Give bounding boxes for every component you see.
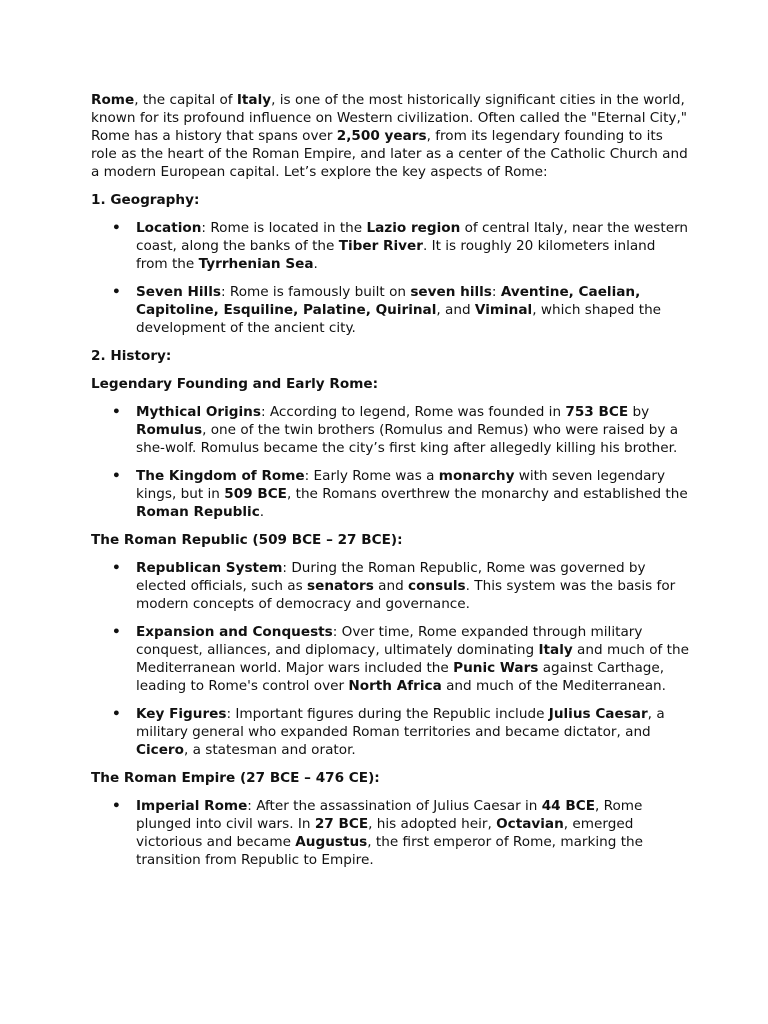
text-run: : According to legend, Rome was founded in	[260, 404, 566, 420]
bold-text: Tyrrhenian Sea	[198, 256, 314, 272]
text-run: : Rome is located in the	[201, 220, 367, 236]
text-run: .	[313, 256, 318, 272]
bold-text: Location	[136, 220, 202, 236]
text-run: , from its legendary founding to its role as the heart of the Roman Empire, and later as a center of the Catholic Church and a modern European capital. Let’s explore the key aspects of Rome:	[91, 128, 688, 180]
bold-text: Romulus	[136, 422, 203, 438]
bold-text: 509 BCE	[224, 486, 287, 502]
bold-text: 753 BCE	[565, 404, 629, 420]
section-heading: Legendary Founding and Early Rome:	[91, 376, 379, 392]
bold-text: Tiber River	[338, 238, 423, 254]
text-run: and	[373, 578, 409, 594]
bold-text: Octavian	[496, 816, 564, 832]
bold-text: Key Figures	[136, 706, 227, 722]
text-run: , one of the twin brothers (Romulus and Remus) who were raised by a she-wolf. Romulus became the city’s first king after allegedly killing his brother.	[136, 422, 679, 456]
text-run: , the capital of	[134, 92, 237, 108]
list-item	[91, 797, 691, 869]
bold-text: Roman Republic	[136, 504, 260, 520]
text-run: of central Italy, near the western coast, along the banks of the	[136, 220, 689, 254]
text-run: : Early Rome was a	[304, 468, 439, 484]
bold-text: Punic Wars	[453, 660, 539, 676]
list-item	[91, 403, 691, 457]
bold-text: monarchy	[438, 468, 515, 484]
bold-text: The Kingdom of Rome	[136, 468, 305, 484]
list-item	[91, 219, 691, 273]
text-run: , his adopted heir,	[368, 816, 497, 832]
bullet-list	[91, 403, 691, 521]
text-run: , a military general who expanded Roman territories and became dictator, and	[136, 706, 665, 740]
section-heading: The Roman Empire (27 BCE – 476 CE):	[91, 770, 380, 786]
text-run: : During the Roman Republic, Rome was governed by elected officials, such as	[136, 560, 646, 594]
section-heading: The Roman Republic (509 BCE – 27 BCE):	[91, 532, 403, 548]
bold-text: Lazio region	[366, 220, 461, 236]
bold-text: Italy	[236, 92, 272, 108]
bold-text: consuls	[408, 578, 466, 594]
list-item	[91, 705, 691, 759]
text-run: . It is roughly 20 kilometers inland from the	[136, 238, 656, 272]
list-item	[91, 623, 691, 695]
text-run: :	[491, 284, 501, 300]
text-run: , which shaped the development of the ancient city.	[136, 302, 662, 336]
text-run: , emerged victorious and became	[136, 816, 634, 850]
bold-text: 44 BCE	[541, 798, 595, 814]
bold-text: senators	[307, 578, 374, 594]
bold-text: 27 BCE	[314, 816, 369, 832]
bold-text: Augustus	[295, 834, 368, 850]
text-run: : Over time, Rome expanded through military conquest, alliances, and diplomacy, ultimately dominating	[136, 624, 643, 658]
text-run: and much of the Mediterranean.	[441, 678, 666, 694]
text-run: and much of the Mediterranean world. Major wars included the	[136, 642, 689, 676]
text-run: , and	[436, 302, 475, 318]
bold-text: Seven Hills	[136, 284, 221, 300]
bold-text: Republican System	[136, 560, 283, 576]
text-run: : Rome is famously built on	[220, 284, 411, 300]
bold-text: Italy	[538, 642, 573, 658]
intro-paragraph	[91, 91, 691, 181]
text-run: , Rome plunged into civil wars. In	[136, 798, 643, 832]
text-run: , is one of the most historically significant cities in the world, known for its profound influence on Western civilization. Often called the "Eternal City," Rome has a history that spans over	[91, 92, 688, 144]
document-body	[91, 91, 691, 879]
sections-container	[91, 191, 691, 869]
bold-text: Cicero	[136, 742, 184, 758]
bold-text: North Africa	[348, 678, 442, 694]
bold-text: Viminal	[474, 302, 533, 318]
text-run: , the first emperor of Rome, marking the transition from Republic to Empire.	[136, 834, 644, 868]
bold-text: Julius Caesar	[548, 706, 648, 722]
text-run: : Important figures during the Republic include	[226, 706, 549, 722]
text-run: . This system was the basis for modern concepts of democracy and governance.	[136, 578, 676, 612]
text-run: against Carthage, leading to Rome's control over	[136, 660, 665, 694]
bold-text: 2,500 years	[336, 128, 427, 144]
section-heading: 2. History:	[91, 348, 172, 364]
list-item	[91, 283, 691, 337]
text-run: .	[259, 504, 265, 520]
text-run: by	[628, 404, 650, 420]
text-run: with seven legendary kings, but in	[136, 468, 666, 502]
bold-text: Aventine, Caelian, Capitoline, Esquiline, Palatine, Quirinal	[136, 284, 641, 318]
bullet-list	[91, 797, 691, 869]
bullet-list	[91, 559, 691, 759]
list-item	[91, 559, 691, 613]
bold-text: Mythical Origins	[136, 404, 261, 420]
text-run: , the Romans overthrew the monarchy and established the	[286, 486, 688, 502]
section-heading: 1. Geography:	[91, 192, 200, 208]
text-run: : After the assassination of Julius Caesar in	[247, 798, 542, 814]
text-run: , a statesman and orator.	[183, 742, 356, 758]
bold-text: Rome	[91, 92, 135, 108]
list-item	[91, 467, 691, 521]
bullet-list	[91, 219, 691, 337]
bold-text: Imperial Rome	[136, 798, 248, 814]
bold-text: Expansion and Conquests	[136, 624, 333, 640]
bold-text: seven hills	[410, 284, 492, 300]
